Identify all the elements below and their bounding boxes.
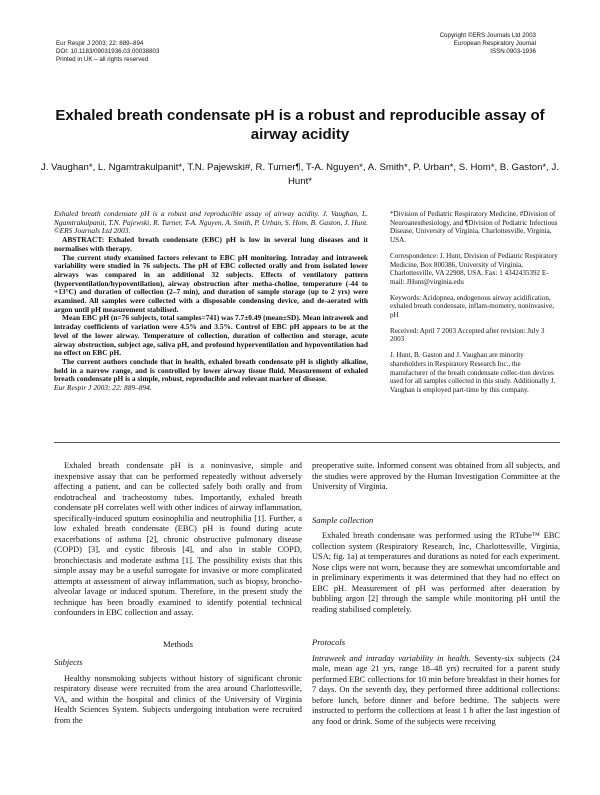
header-line: DOI: 10.1183/09031936.03.00038803 <box>56 48 160 55</box>
correspondence-text: Correspondence: J. Hunt, Division of Pediatric Respiratory Medicine, Box 800386, University of Virginia, Charlottesville, VA 22908, USA. Fax: 1 4342435392 E-mail: JHunt@virginia.edu <box>390 251 558 286</box>
affiliations-sidebar <box>390 210 558 402</box>
header-line: Copyright ©ERS Journals Ltd 2003 <box>439 32 536 39</box>
protocols-paragraph <box>312 654 560 728</box>
section-divider <box>54 442 560 443</box>
sample-collection-heading: Sample collection <box>312 514 374 525</box>
abstract-paragraph: Mean EBC pH (n=76 subjects, total samples=741) was 7.7±0.49 (mean±SD). Mean intraweek and intraday coefficients of variation were 4.5% and 3.5%. Control of EBC pH appears to be at the level of the lower airway. Temperature of collection, duration of collection and storage, acute airway obstruction, subject age, saliva pH, and profound hyperventilation and hypoventilation had no effect on EBC pH. <box>54 313 368 358</box>
abstract-paragraph: The current study examined factors relevant to EBC pH monitoring. Intraday and intraweek variability were studied in 76 subjects. The pH of EBC collected orally and from isolated lower airways was compared in an additional 32 subjects. Effects of ventilatory pattern (hyperventilation/hypoventilation), airway obstruction after metha-choline, temperature (-44 to +13°C) and duration of collection (2–7 min), and duration of sample storage (up to 2 yrs) were examined. All samples were collected with a disposable condensing device, and de-aerated with argon until pH measurement stabilised. <box>54 252 368 314</box>
affiliation-text: *Division of Pediatric Respiratory Medicine, #Division of Neuroanesthesiology, and ¶Division of Pediatric Infectious Disease, University of Virginia, Charlottesville, Virginia, USA. <box>390 210 558 245</box>
body-column-right <box>312 461 560 727</box>
intro-paragraph: Exhaled breath condensate pH is a noninvasive, simple and inexpensive assay that can be performed repeatedly without adversely affecting a patient, and can be collected safely both orally and from endotracheal and tracheostomy tubes. Importantly, exhaled breath condensate pH correlates well with other indices of airway inflammation, specifically-induced sputum eosinophilia and neutrophilia [1]. Further, a low exhaled breath condensate (EBC) pH is found during acute exacerbations of asthma [2], chronic obstructive pulmonary disease (COPD) [3], and cystic fibrosis [4], and also in stable COPD, bronchiectasis and moderate asthma [1]. The possibility exists that this simple assay may be a useful surrogate for invasive or more complicated attempts at assessment of airway inflammation, such as biopsy, broncho-alveolar lavage or induced sputum. Therefore, in the present study the technique has been broadly examined to identify potential technical confounders in EBC collection and assay. <box>54 461 302 617</box>
protocols-heading: Protocols <box>312 637 346 647</box>
author-list: J. Vaughan*, L. Ngamtrakulpanit*, T.N. Pajewski#, R. Turner¶, T-A. Nguyen*, A. Smith*, P. Urban*, S. Hom*, B. Gaston*, J. Hunt* <box>41 162 559 187</box>
abstract-paragraph: The current authors conclude that in health, exhaled breath condensate pH is slightly alkaline, held in a narrow range, and is controlled by lower airway tissue fluid. Measurement of exhaled breath condensate pH is a simple, robust, reproducible and relevant marker of disease. <box>54 356 368 384</box>
keywords-text: Keywords: Acidopnea, endogenous airway acidification, exhaled breath condensate, inflam-mometry, noninvasive, pH <box>390 293 555 320</box>
sample-paragraph: Exhaled breath condensate was performed using the RTube™ EBC collection system (Respiratory Research, Inc, Charlottesville, Virginia, USA; fig. 1a) at temperatures and durations as noted for each experiment. Nose clips were not worn, because they are somewhat uncomfortable and in preliminary experiments it was determined that they had no effect on EBC pH. Measurement of pH was performed after deaeration by bubbling argon [2] through the sample while monitoring pH until the reading stabilised completely. <box>312 531 560 614</box>
abstract-label: ABSTRACT: <box>62 235 105 245</box>
abstract-citation: Exhaled breath condensate pH is a robust and reproducible assay of airway acidity. J. Vaughan, L. Ngamtrakulpanit, T.N. Pajewski, R. Turner, T-A. Nguyen, A. Smith, P. Urban, S. Hom, B. Gaston, J. Hunt. ©ERS Journals Ltd 2003. <box>54 209 368 236</box>
abstract-paragraph <box>54 236 368 253</box>
continued-paragraph: preoperative suite. Informed consent was obtained from all subjects, and the studies were approved by the Human Investigation Committee at the University of Virginia. <box>312 461 560 491</box>
abstract-reference: Eur Respir J 2003; 22: 889–894. <box>54 383 152 393</box>
subjects-paragraph: Healthy nonsmoking subjects without history of significant chronic respiratory disease were recruited from the area around Charlottesville, VA, and within the hospital and clinics of the University of Virginia Health Sciences System. Subjects undergoing intubation were recruited from the <box>54 673 302 725</box>
abstract <box>54 210 368 393</box>
protocols-text: Seventy-six subjects (24 male, mean age 21 yrs, range 18–48 yrs) recruited for a parent study performed EBC collections for 10 min before breakfast in their homes for 7 days. On the seventh day, they performed three additional collections: before lunch, before dinner and before bedtime. The subjects were instructed to perform the collections at least 1 h after the last ingestion of any food or drink. Some of the subjects were receiving <box>312 653 560 726</box>
copyright-header <box>440 32 536 56</box>
article-title: Exhaled breath condensate pH is a robust and reproducible assay of airway acidity <box>55 107 545 143</box>
methods-heading: Methods <box>162 638 194 649</box>
header-line: Eur Respir J 2003; 22: 889–894 <box>56 40 144 47</box>
header-line: Printed in UK – all rights reserved <box>56 56 149 63</box>
body-column-left <box>54 461 302 726</box>
disclosure-text: J. Hunt, B. Gaston and J. Vaughan are minority shareholders in Respiratory Research Inc., the manufacturer of the breath condensate collec-tion devices used for all samples collected in this study. Additionally J. Vaughan is employed part-time by this company. <box>390 351 556 394</box>
abstract-text: Exhaled breath condensate (EBC) pH is low in several lung diseases and it normalises with therapy. <box>54 235 368 253</box>
received-dates: Received: April 7 2003 Accepted after revision: July 3 2003 <box>390 326 545 344</box>
journal-citation-header <box>56 40 159 64</box>
header-line: ISSN 0903-1936 <box>490 48 536 55</box>
header-line: European Respiratory Journal <box>453 40 536 47</box>
protocols-lead: Intraweek and intraday variability in health. <box>312 653 471 663</box>
subjects-heading: Subjects <box>54 657 83 667</box>
